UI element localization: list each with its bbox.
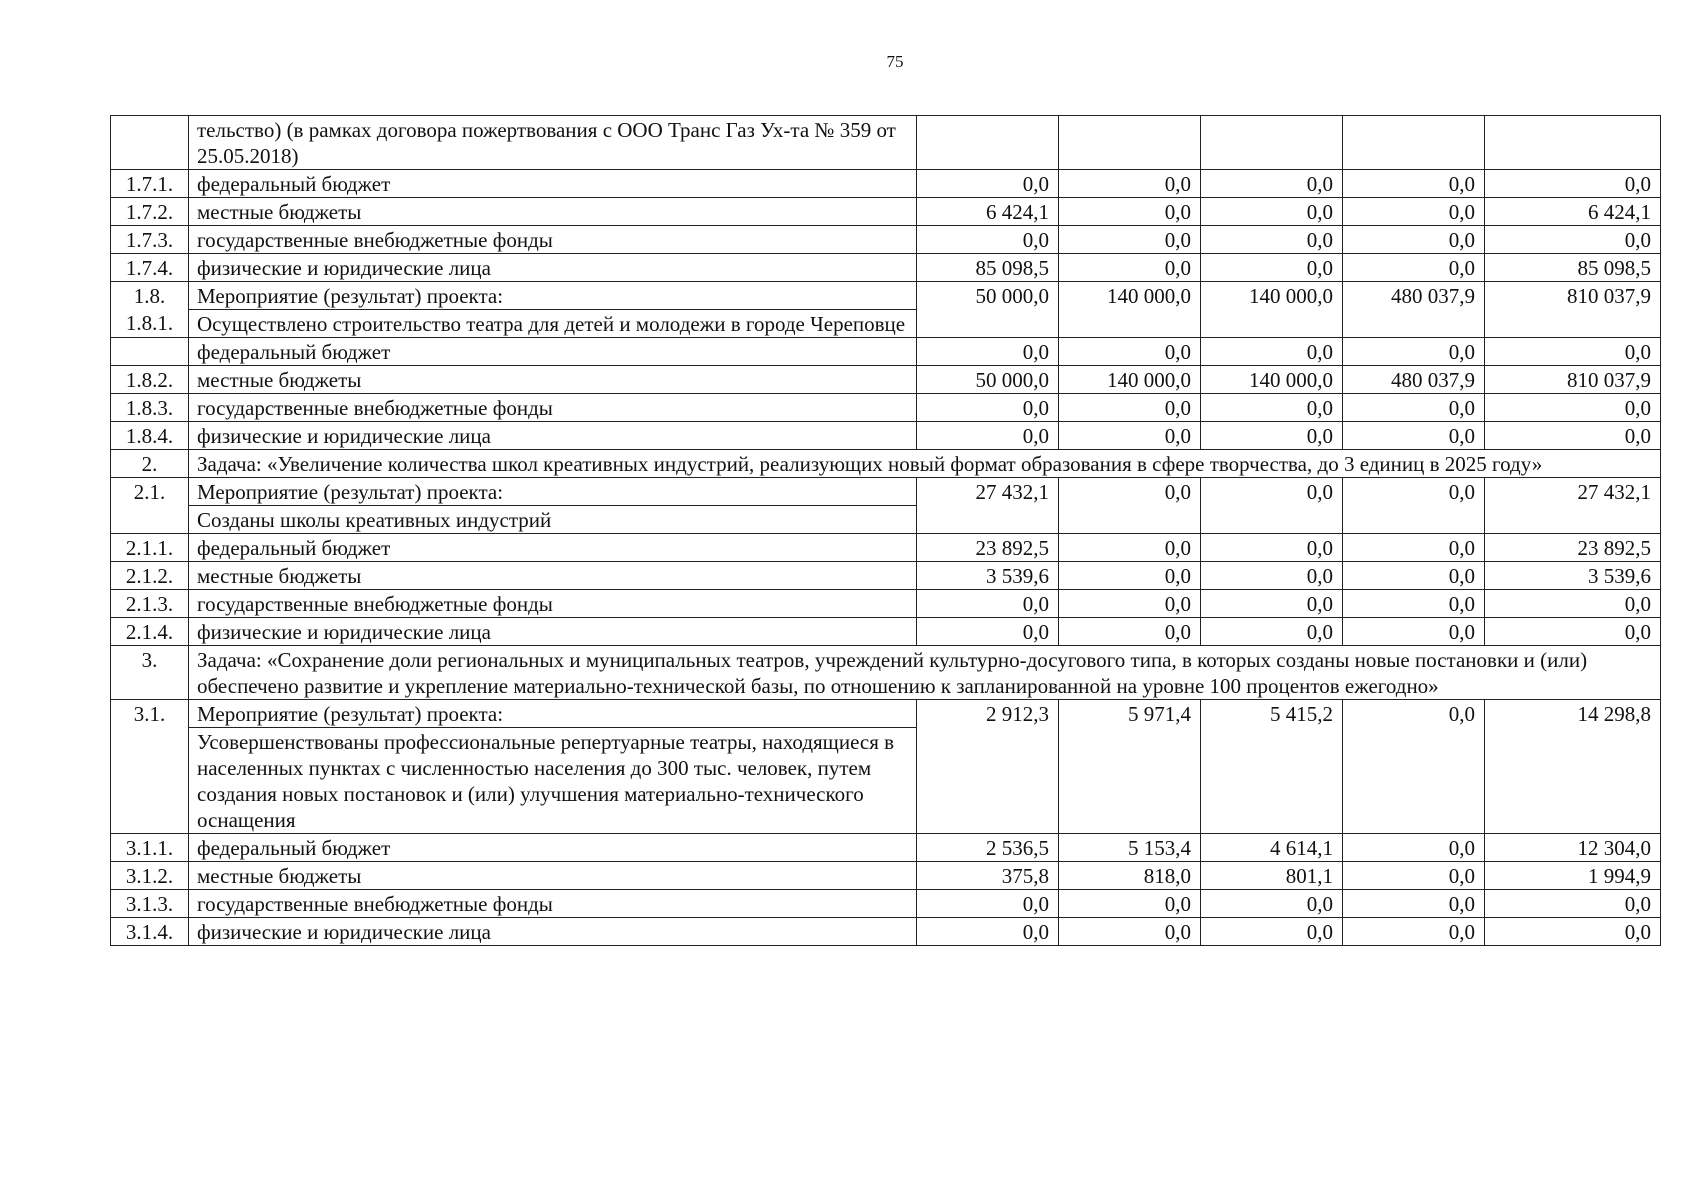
table-row	[111, 562, 1661, 590]
row-index	[111, 282, 189, 338]
row-label: государственные внебюджетные фонды	[189, 226, 917, 254]
row-index: 1.7.1.	[111, 170, 189, 198]
value-cell: 0,0	[1201, 918, 1343, 946]
table-row	[111, 226, 1661, 254]
value-cell: 85 098,5	[1485, 254, 1661, 282]
row-index: 1.7.2.	[111, 198, 189, 226]
value-cell	[1201, 116, 1343, 170]
value-cell: 0,0	[1485, 918, 1661, 946]
row-label: федеральный бюджет	[189, 534, 917, 562]
value-cell: 0,0	[1059, 534, 1201, 562]
row-label: государственные внебюджетные фонды	[189, 394, 917, 422]
row-label: физические и юридические лица	[189, 918, 917, 946]
value-cell: 0,0	[1201, 170, 1343, 198]
value-cell: 810 037,9	[1485, 282, 1661, 338]
value-cell: 0,0	[1059, 918, 1201, 946]
value-cell	[1485, 116, 1661, 170]
value-cell: 0,0	[1485, 618, 1661, 646]
value-cell: 0,0	[1343, 862, 1485, 890]
value-cell: 23 892,5	[1485, 534, 1661, 562]
value-cell: 0,0	[1201, 226, 1343, 254]
row-index-sub: 1.8.1.	[125, 311, 174, 335]
value-cell: 0,0	[1059, 338, 1201, 366]
task-label: Задача: «Сохранение доли региональных и муниципальных театров, учреждений культурно-досугового типа, в которых созданы новые постановки и (или) обеспечено развитие и укрепление материально-технической базы, по отношению к запланированной на уровне 100 процентов ежегодно»	[189, 646, 1661, 700]
value-cell: 0,0	[1485, 170, 1661, 198]
activity-result: Созданы школы креативных индустрий	[189, 505, 916, 533]
value-cell: 0,0	[917, 618, 1059, 646]
table-row	[111, 834, 1661, 862]
value-cell: 0,0	[1059, 422, 1201, 450]
value-cell: 0,0	[1059, 590, 1201, 618]
value-cell: 0,0	[917, 918, 1059, 946]
row-index: 3.	[111, 646, 189, 700]
value-cell: 50 000,0	[917, 282, 1059, 338]
value-cell: 23 892,5	[917, 534, 1059, 562]
task-label: Задача: «Увеличение количества школ креативных индустрий, реализующих новый формат образования в сфере творчества, до 3 единиц в 2025 году»	[189, 450, 1661, 478]
value-cell	[917, 116, 1059, 170]
value-cell: 0,0	[1485, 590, 1661, 618]
row-label: физические и юридические лица	[189, 618, 917, 646]
value-cell: 0,0	[1201, 478, 1343, 534]
table-row	[111, 422, 1661, 450]
value-cell: 5 153,4	[1059, 834, 1201, 862]
value-cell: 0,0	[1059, 562, 1201, 590]
value-cell: 0,0	[1485, 338, 1661, 366]
value-cell: 0,0	[1343, 834, 1485, 862]
value-cell: 0,0	[917, 890, 1059, 918]
value-cell: 3 539,6	[917, 562, 1059, 590]
row-label	[189, 478, 917, 534]
value-cell: 0,0	[1343, 422, 1485, 450]
row-index	[111, 338, 189, 366]
row-label: местные бюджеты	[189, 366, 917, 394]
value-cell: 0,0	[1343, 700, 1485, 834]
value-cell: 801,1	[1201, 862, 1343, 890]
row-label: тельство) (в рамках договора пожертвования с ООО Транс Газ Ух-та № 359 от 25.05.2018)	[189, 116, 917, 170]
value-cell: 14 298,8	[1485, 700, 1661, 834]
row-index: 3.1.4.	[111, 918, 189, 946]
row-label: местные бюджеты	[189, 198, 917, 226]
value-cell: 0,0	[1343, 254, 1485, 282]
value-cell: 4 614,1	[1201, 834, 1343, 862]
value-cell: 0,0	[917, 170, 1059, 198]
value-cell: 0,0	[1201, 890, 1343, 918]
value-cell: 27 432,1	[917, 478, 1059, 534]
table-row	[111, 918, 1661, 946]
value-cell: 0,0	[1343, 562, 1485, 590]
value-cell: 0,0	[917, 394, 1059, 422]
value-cell: 140 000,0	[1201, 366, 1343, 394]
value-cell: 0,0	[1485, 890, 1661, 918]
activity-result: Усовершенствованы профессиональные репертуарные театры, находящиеся в населенных пунктах с численностью населения до 300 тыс. человек, путем создания новых постановок и (или) улучшения материально-технического оснащения	[189, 727, 916, 833]
value-cell: 0,0	[1201, 590, 1343, 618]
value-cell: 140 000,0	[1059, 366, 1201, 394]
row-index: 1.7.3.	[111, 226, 189, 254]
value-cell: 3 539,6	[1485, 562, 1661, 590]
value-cell: 0,0	[1059, 394, 1201, 422]
table-row	[111, 170, 1661, 198]
table-row	[111, 890, 1661, 918]
row-label: местные бюджеты	[189, 862, 917, 890]
row-index: 2.1.4.	[111, 618, 189, 646]
row-index: 1.8.4.	[111, 422, 189, 450]
value-cell: 6 424,1	[1485, 198, 1661, 226]
page-number: 75	[886, 52, 904, 71]
table-row	[111, 366, 1661, 394]
row-label: государственные внебюджетные фонды	[189, 890, 917, 918]
value-cell: 0,0	[1343, 170, 1485, 198]
row-index: 3.1.3.	[111, 890, 189, 918]
activity-result: Осуществлено строительство театра для детей и молодежи в городе Череповце	[189, 309, 916, 337]
row-label: федеральный бюджет	[189, 170, 917, 198]
activity-row-1-8	[111, 282, 1661, 338]
value-cell: 818,0	[1059, 862, 1201, 890]
value-cell: 2 912,3	[917, 700, 1059, 834]
value-cell: 0,0	[1201, 422, 1343, 450]
table-row	[111, 198, 1661, 226]
row-index: 2.1.1.	[111, 534, 189, 562]
value-cell: 0,0	[1485, 394, 1661, 422]
value-cell	[1343, 116, 1485, 170]
value-cell: 0,0	[1059, 254, 1201, 282]
activity-row-2-1	[111, 478, 1661, 534]
value-cell: 810 037,9	[1485, 366, 1661, 394]
row-index: 1.7.4.	[111, 254, 189, 282]
table-row	[111, 338, 1661, 366]
value-cell: 0,0	[1201, 338, 1343, 366]
value-cell: 0,0	[1059, 478, 1201, 534]
row-label: физические и юридические лица	[189, 422, 917, 450]
value-cell: 27 432,1	[1485, 478, 1661, 534]
table-row	[111, 394, 1661, 422]
value-cell: 0,0	[1201, 562, 1343, 590]
value-cell: 0,0	[1343, 918, 1485, 946]
row-label	[189, 282, 917, 338]
budget-table	[110, 115, 1661, 946]
table-row	[111, 618, 1661, 646]
row-index: 2.	[111, 450, 189, 478]
row-index: 2.1.	[111, 478, 189, 534]
task-row-3	[111, 646, 1661, 700]
value-cell: 0,0	[1343, 226, 1485, 254]
activity-heading: Мероприятие (результат) проекта:	[197, 702, 504, 726]
value-cell: 0,0	[1343, 618, 1485, 646]
table-row	[111, 116, 1661, 170]
value-cell: 0,0	[1059, 226, 1201, 254]
row-label: государственные внебюджетные фонды	[189, 590, 917, 618]
row-index: 3.1.2.	[111, 862, 189, 890]
table-row	[111, 862, 1661, 890]
activity-heading: Мероприятие (результат) проекта:	[197, 284, 504, 308]
value-cell: 0,0	[1201, 618, 1343, 646]
row-label: федеральный бюджет	[189, 338, 917, 366]
value-cell: 0,0	[1201, 534, 1343, 562]
row-label: федеральный бюджет	[189, 834, 917, 862]
value-cell	[1059, 116, 1201, 170]
task-row-2	[111, 450, 1661, 478]
value-cell: 50 000,0	[917, 366, 1059, 394]
value-cell: 0,0	[1343, 890, 1485, 918]
value-cell: 12 304,0	[1485, 834, 1661, 862]
value-cell: 5 415,2	[1201, 700, 1343, 834]
value-cell: 0,0	[1201, 198, 1343, 226]
row-index: 3.1.	[111, 700, 189, 834]
row-label: физические и юридические лица	[189, 254, 917, 282]
value-cell: 0,0	[1485, 422, 1661, 450]
value-cell: 0,0	[1485, 226, 1661, 254]
value-cell: 6 424,1	[917, 198, 1059, 226]
value-cell: 0,0	[1059, 198, 1201, 226]
value-cell: 0,0	[917, 338, 1059, 366]
value-cell: 0,0	[917, 226, 1059, 254]
row-index	[111, 116, 189, 170]
row-index: 2.1.2.	[111, 562, 189, 590]
table-row	[111, 254, 1661, 282]
value-cell: 0,0	[1343, 394, 1485, 422]
value-cell: 0,0	[1343, 478, 1485, 534]
activity-row-3-1	[111, 700, 1661, 834]
row-label	[189, 700, 917, 834]
row-index-main: 1.8.	[133, 284, 166, 308]
value-cell: 0,0	[1201, 394, 1343, 422]
value-cell: 140 000,0	[1201, 282, 1343, 338]
table-row	[111, 534, 1661, 562]
value-cell: 0,0	[1343, 198, 1485, 226]
row-index: 1.8.3.	[111, 394, 189, 422]
row-index: 2.1.3.	[111, 590, 189, 618]
value-cell: 375,8	[917, 862, 1059, 890]
value-cell: 0,0	[1343, 590, 1485, 618]
value-cell: 2 536,5	[917, 834, 1059, 862]
row-index: 3.1.1.	[111, 834, 189, 862]
value-cell: 0,0	[1059, 618, 1201, 646]
value-cell: 480 037,9	[1343, 366, 1485, 394]
value-cell: 140 000,0	[1059, 282, 1201, 338]
value-cell: 5 971,4	[1059, 700, 1201, 834]
table-row	[111, 590, 1661, 618]
value-cell: 0,0	[1343, 338, 1485, 366]
value-cell: 480 037,9	[1343, 282, 1485, 338]
value-cell: 0,0	[1059, 170, 1201, 198]
value-cell: 0,0	[1201, 254, 1343, 282]
value-cell: 1 994,9	[1485, 862, 1661, 890]
value-cell: 85 098,5	[917, 254, 1059, 282]
value-cell: 0,0	[1059, 890, 1201, 918]
activity-heading: Мероприятие (результат) проекта:	[197, 480, 504, 504]
value-cell: 0,0	[917, 422, 1059, 450]
value-cell: 0,0	[1343, 534, 1485, 562]
value-cell: 0,0	[917, 590, 1059, 618]
row-label: местные бюджеты	[189, 562, 917, 590]
row-index: 1.8.2.	[111, 366, 189, 394]
